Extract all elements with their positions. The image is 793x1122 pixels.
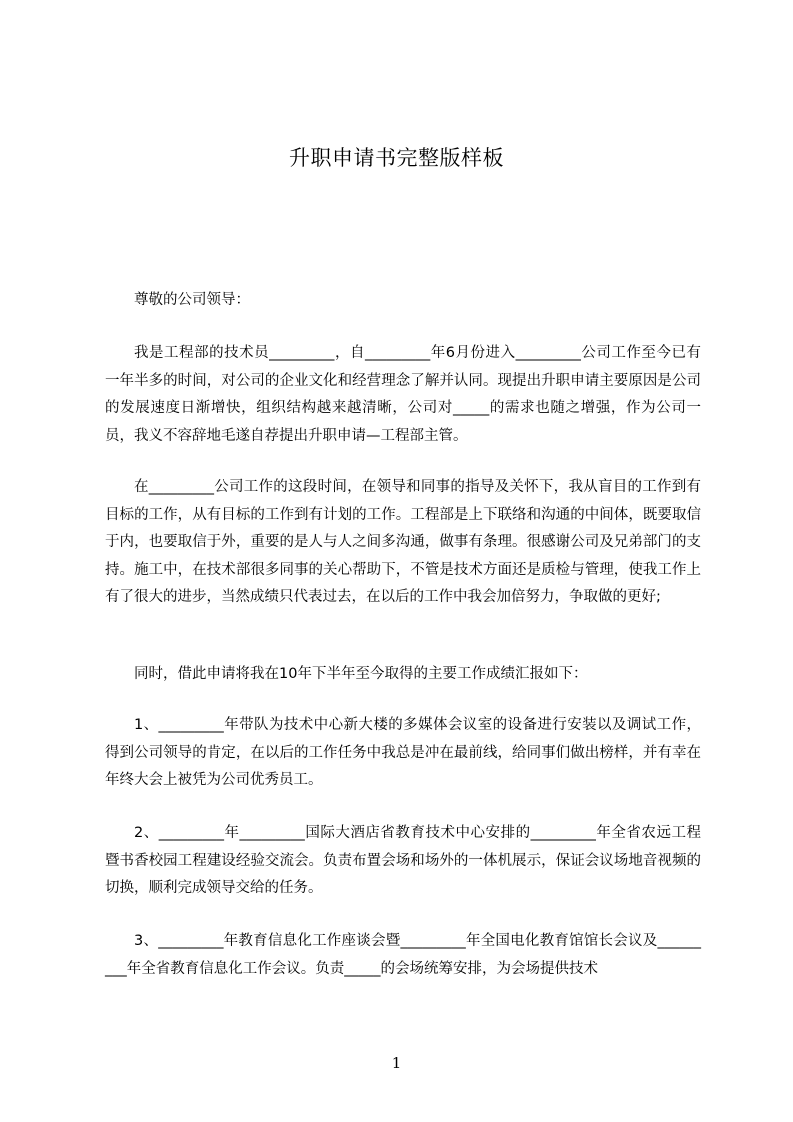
achievement-item-2: 2、_________年_________国际大酒店省教育技术中心安排的_________年全省农远工程暨书香校园工程建设经验交流会。负责布置会场和场外的一体机展示，保证会议场地音视频的切换，顺利完成领导交给的任务。	[105, 825, 701, 896]
achievement-item-3: 3、_________年教育信息化工作座谈会暨_________年全国电化教育馆馆长会议及_________年全省教育信息化工作会议。负责_____的会场统筹安排，为会场提供技术	[105, 933, 701, 977]
paragraph-report-lead: 同时，借此申请将我在10年下半年至今取得的主要工作成绩汇报如下：	[134, 666, 588, 682]
achievement-item-1: 1、_________年带队为技术中心新大楼的多媒体会议室的设备进行安装以及调试工作，得到公司领导的肯定，在以后的工作任务中我总是冲在最前线，给同事们做出榜样，并有幸在年终大会上被凭为公司优秀员工。	[105, 717, 701, 788]
paragraph-experience: 在_________公司工作的这段时间，在领导和同事的指导及关怀下，我从盲目的工作到有目标的工作，从有目标的工作到有计划的工作。工程部是上下联络和沟通的中间体，既要取信于内，也要取信于外，重要的是人与人之间多沟通，做事有条理。很感谢公司及兄弟部门的支持。施工中，在技术部很多同事的关心帮助下，不管是技术方面还是质检与管理，使我工作上有了很大的进步，当然成绩只代表过去，在以后的工作中我会加倍努力，争取做的更好;	[105, 479, 701, 605]
document-title: 升职申请书完整版样板	[289, 146, 504, 170]
greeting-line: 尊敬的公司领导：	[134, 292, 250, 308]
paragraph-intro: 我是工程部的技术员_________，自_________年6月份进入_________公司工作至今已有一年半多的时间，对公司的企业文化和经营理念了解并认同。现提出升职申请主要原因是公司的发展速度日渐增快，组织结构越来越清晰，公司对_____的需求也随之增强，作为公司一员，我义不容辞地毛遂自荐提出升职申请—工程部主管。	[105, 345, 701, 444]
page-number: 1	[391, 1054, 402, 1072]
